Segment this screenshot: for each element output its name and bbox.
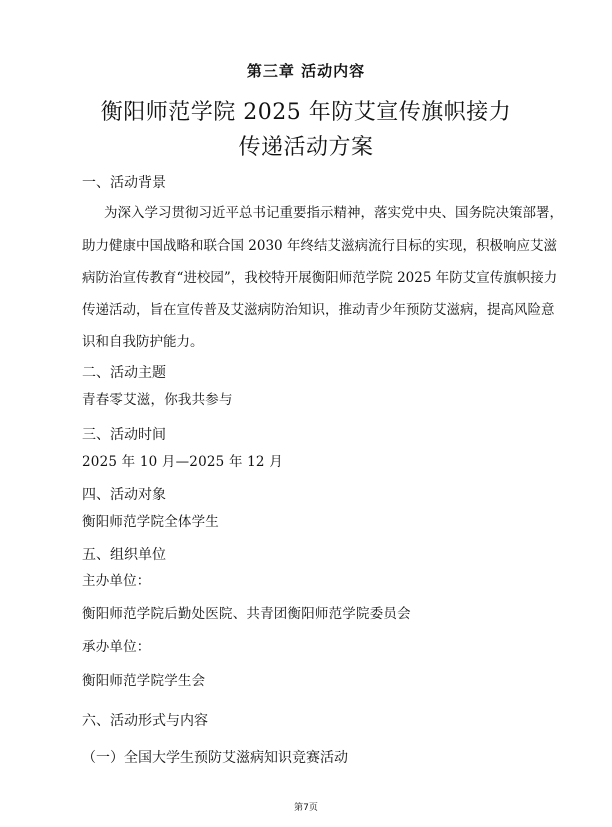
section-heading-theme: 二、活动主题 <box>82 365 166 381</box>
background-paragraph-line: 识和自我防护能力。 <box>82 334 204 350</box>
section-heading-background: 一、活动背景 <box>82 175 166 191</box>
document-title-line-1: 衡阳师范学院 2025 年防艾宣传旗帜接力 <box>100 100 512 125</box>
background-paragraph-line: 病防治宣传教育“进校园”，我校特开展衡阳师范学院 2025 年防艾宣传旗帜接力 <box>82 270 558 286</box>
host-label: 主办单位： <box>82 573 151 589</box>
section-heading-target: 四、活动对象 <box>82 487 166 503</box>
section-heading-form: 六、活动形式与内容 <box>82 713 208 729</box>
target-text: 衡阳师范学院全体学生 <box>82 514 219 530</box>
chapter-heading: 第三章 活动内容 <box>246 62 366 80</box>
host-value: 衡阳师范学院后勤处医院、共青团衡阳师范学院委员会 <box>82 606 411 622</box>
document-title-line-2: 传递活动方案 <box>238 135 374 160</box>
co-organizer-label: 承办单位： <box>82 639 151 655</box>
background-paragraph-line: 助力健康中国战略和联合国 2030 年终结艾滋病流行目标的实现，积极响应艾滋 <box>82 238 557 254</box>
page-number: 第7页 <box>294 803 318 813</box>
co-organizer-value: 衡阳师范学院学生会 <box>82 673 206 689</box>
background-paragraph-line: 传递活动，旨在宣传普及艾滋病防治知识，推动青少年预防艾滋病，提高风险意 <box>82 302 555 318</box>
background-paragraph-line: 为深入学习贯彻习近平总书记重要指示精神，落实党中央、国务院决策部署， <box>104 205 563 221</box>
section-heading-organizers: 五、组织单位 <box>82 547 166 563</box>
theme-text: 青春零艾滋，你我共参与 <box>82 392 233 408</box>
section-heading-time: 三、活动时间 <box>82 427 166 443</box>
time-text: 2025 年 10 月—2025 年 12 月 <box>82 454 283 470</box>
subsection-heading-knowledge-contest: （一）全国大学生预防艾滋病知识竞赛活动 <box>82 750 348 766</box>
